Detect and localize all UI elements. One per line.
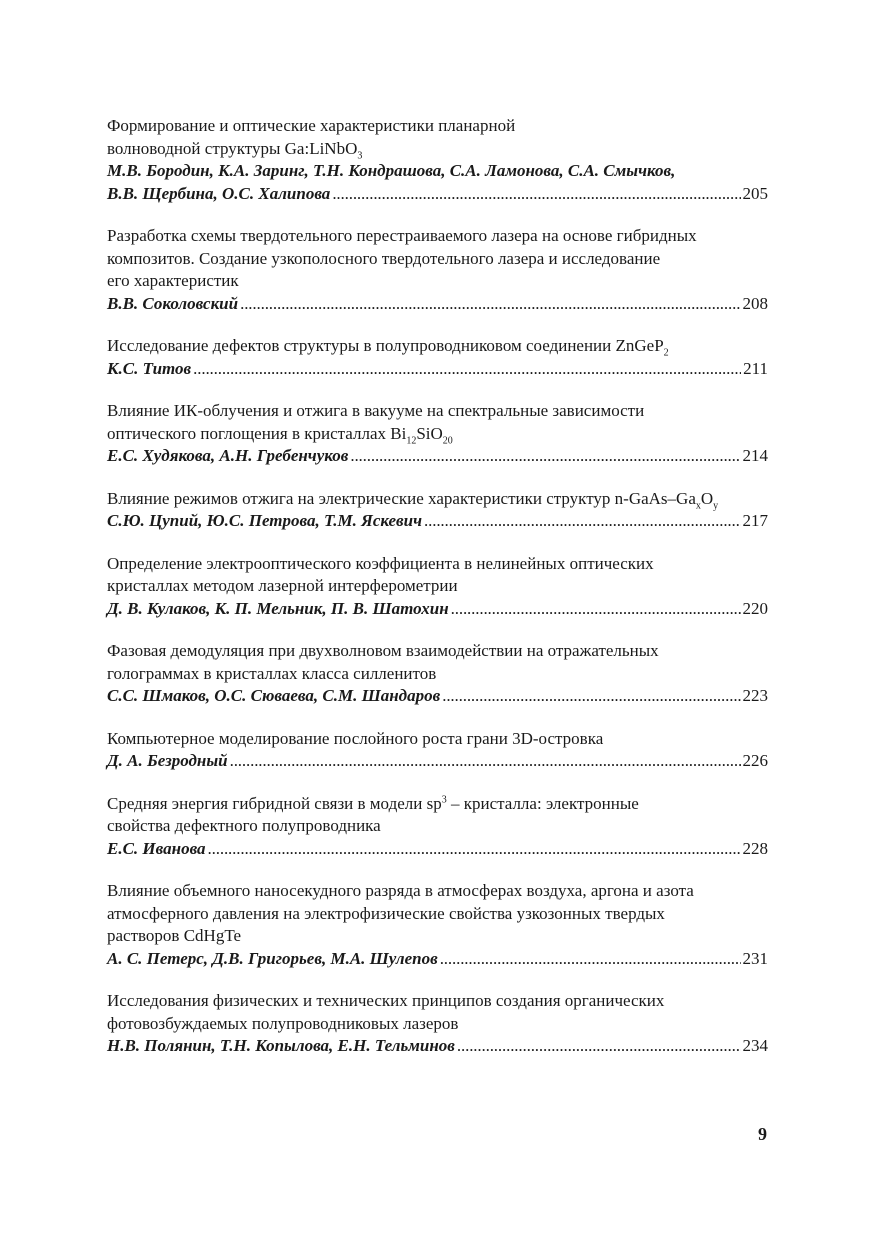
title-text: Исследование дефектов структуры в полупроводниковом соединении ZnGeP	[107, 336, 664, 355]
title-line	[107, 335, 768, 358]
title-line	[107, 488, 768, 511]
leader-dots	[230, 750, 741, 773]
toc-entry	[107, 553, 768, 621]
toc-entry	[107, 335, 768, 380]
title-line: Влияние ИК-облучения и отжига в вакууме на спектральные зависимости	[107, 401, 645, 420]
leader-dots	[424, 510, 740, 533]
authors-line	[107, 293, 768, 316]
subscript: x	[695, 499, 701, 511]
title-text: O	[700, 488, 714, 508]
entry-page: 231	[742, 948, 768, 968]
title-text: Влияние режимов отжига на электрические характеристики структур n-GaAs–Ga	[107, 488, 696, 508]
entry-title	[107, 400, 768, 445]
title-line: атмосферного давления на электрофизические свойства узкозонных твердых	[107, 903, 665, 923]
title-line: кристаллах методом лазерной интерферометрии	[107, 576, 458, 595]
title-text: SiO	[416, 423, 443, 443]
authors-line	[107, 358, 768, 381]
entry-title	[107, 488, 768, 511]
leader-dots	[440, 948, 741, 971]
toc-entry	[107, 488, 768, 533]
entry-page: 217	[742, 511, 768, 530]
entry-authors: М.В. Бородин, К.А. Заринг, Т.Н. Кондрашова, С.А. Ламонова, С.А. Смычков,	[107, 161, 676, 180]
entry-title	[107, 640, 768, 685]
superscript: 3	[441, 793, 447, 805]
page-number: 9	[758, 1124, 767, 1144]
table-of-contents	[107, 115, 768, 1078]
subscript: 3	[357, 149, 363, 161]
authors-block	[107, 160, 768, 183]
title-line: Влияние объемного наносекудного разряда в атмосферах воздуха, аргона и азота	[107, 881, 694, 900]
toc-entry	[107, 728, 768, 773]
entry-title	[107, 728, 768, 751]
authors-line	[107, 838, 768, 861]
entry-title	[107, 990, 768, 1035]
authors-line	[107, 598, 768, 621]
toc-entry	[107, 400, 768, 468]
entry-page: 223	[742, 686, 768, 705]
title-line: фотовозбуждаемых полупроводниковых лазеров	[107, 1013, 459, 1033]
subscript: 12	[406, 434, 417, 446]
authors-line	[107, 948, 768, 971]
title-line: растворов CdHgTe	[107, 926, 242, 945]
entry-authors: Е.С. Худякова, А.Н. Гребенчуков	[107, 446, 349, 465]
title-line: композитов. Создание узкополосного твердотельного лазера и исследование	[107, 248, 661, 268]
entry-authors: С.С. Шмаков, О.С. Сюваева, С.М. Шандаров	[107, 686, 441, 705]
leader-dots	[208, 838, 741, 861]
authors-line	[107, 1035, 768, 1058]
entry-title	[107, 793, 768, 838]
title-text: Средняя энергия гибридной связи в модели sp	[107, 793, 442, 813]
entry-page: 226	[742, 751, 768, 770]
entry-authors: С.Ю. Цупий, Ю.С. Петрова, Т.М. Яскевич	[107, 511, 423, 530]
leader-dots	[457, 1035, 741, 1058]
entry-authors: Е.С. Иванова	[107, 838, 206, 858]
entry-page: 234	[742, 1036, 768, 1055]
title-line: его характеристик	[107, 271, 239, 290]
toc-entry	[107, 880, 768, 970]
toc-entry	[107, 640, 768, 708]
authors-line	[107, 510, 768, 533]
subscript: 20	[442, 434, 453, 446]
leader-dots	[442, 685, 740, 708]
entry-authors: Н.В. Полянин, Т.Н. Копылова, Е.Н. Тельминов	[107, 1036, 455, 1055]
title-line: Определение электрооптического коэффициента в нелинейных оптических	[107, 553, 654, 573]
title-line	[107, 138, 768, 161]
title-line: свойства дефектного полупроводника	[107, 816, 381, 835]
authors-line	[107, 750, 768, 773]
authors-line	[107, 445, 768, 468]
subscript: 2	[663, 347, 669, 359]
toc-entry	[107, 115, 768, 205]
entry-title	[107, 115, 768, 160]
entry-authors: А. С. Петерс, Д.В. Григорьев, М.А. Шулепов	[107, 948, 438, 968]
entry-title	[107, 225, 768, 293]
title-line	[107, 423, 768, 446]
title-text: волноводной структуры Ga:LiNbO	[107, 138, 358, 158]
subscript: y	[713, 499, 719, 511]
entry-title	[107, 553, 768, 598]
entry-page: 220	[742, 598, 768, 618]
title-line: Фазовая демодуляция при двухволновом взаимодействии на отражательных	[107, 641, 659, 660]
title-line	[107, 793, 768, 816]
entry-page: 205	[742, 183, 768, 203]
title-text: – кристалла: электронные	[446, 793, 639, 813]
entry-title	[107, 335, 768, 358]
authors-line	[107, 685, 768, 708]
entry-authors: К.С. Титов	[107, 358, 192, 378]
title-line: Разработка схемы твердотельного перестраиваемого лазера на основе гибридных	[107, 226, 697, 245]
entry-authors: В.В. Щербина, О.С. Халипова	[107, 183, 331, 203]
entry-page: 228	[742, 838, 768, 858]
leader-dots	[240, 293, 740, 316]
title-line: Исследования физических и технических принципов создания органических	[107, 991, 665, 1010]
entry-page: 211	[743, 358, 768, 378]
toc-entry	[107, 793, 768, 861]
leader-dots	[451, 598, 741, 621]
entry-authors: В.В. Соколовский	[107, 293, 239, 313]
entry-page: 208	[742, 293, 768, 313]
authors-line	[107, 183, 768, 206]
entry-authors: Д. А. Безродный	[107, 751, 228, 770]
title-line: Формирование и оптические характеристики планарной	[107, 116, 516, 135]
title-text: оптического поглощения в кристаллах Bi	[107, 423, 407, 443]
entry-page: 214	[742, 446, 768, 465]
title-line: голограммах в кристаллах класса силленитов	[107, 663, 437, 683]
toc-entry	[107, 990, 768, 1058]
leader-dots	[193, 358, 741, 381]
title-line: Компьютерное моделирование послойного роста грани 3D-островка	[107, 728, 604, 748]
toc-entry	[107, 225, 768, 315]
leader-dots	[332, 183, 740, 206]
entry-authors: Д. В. Кулаков, К. П. Мельник, П. В. Шатохин	[107, 598, 449, 618]
entry-title	[107, 880, 768, 948]
leader-dots	[350, 445, 740, 468]
